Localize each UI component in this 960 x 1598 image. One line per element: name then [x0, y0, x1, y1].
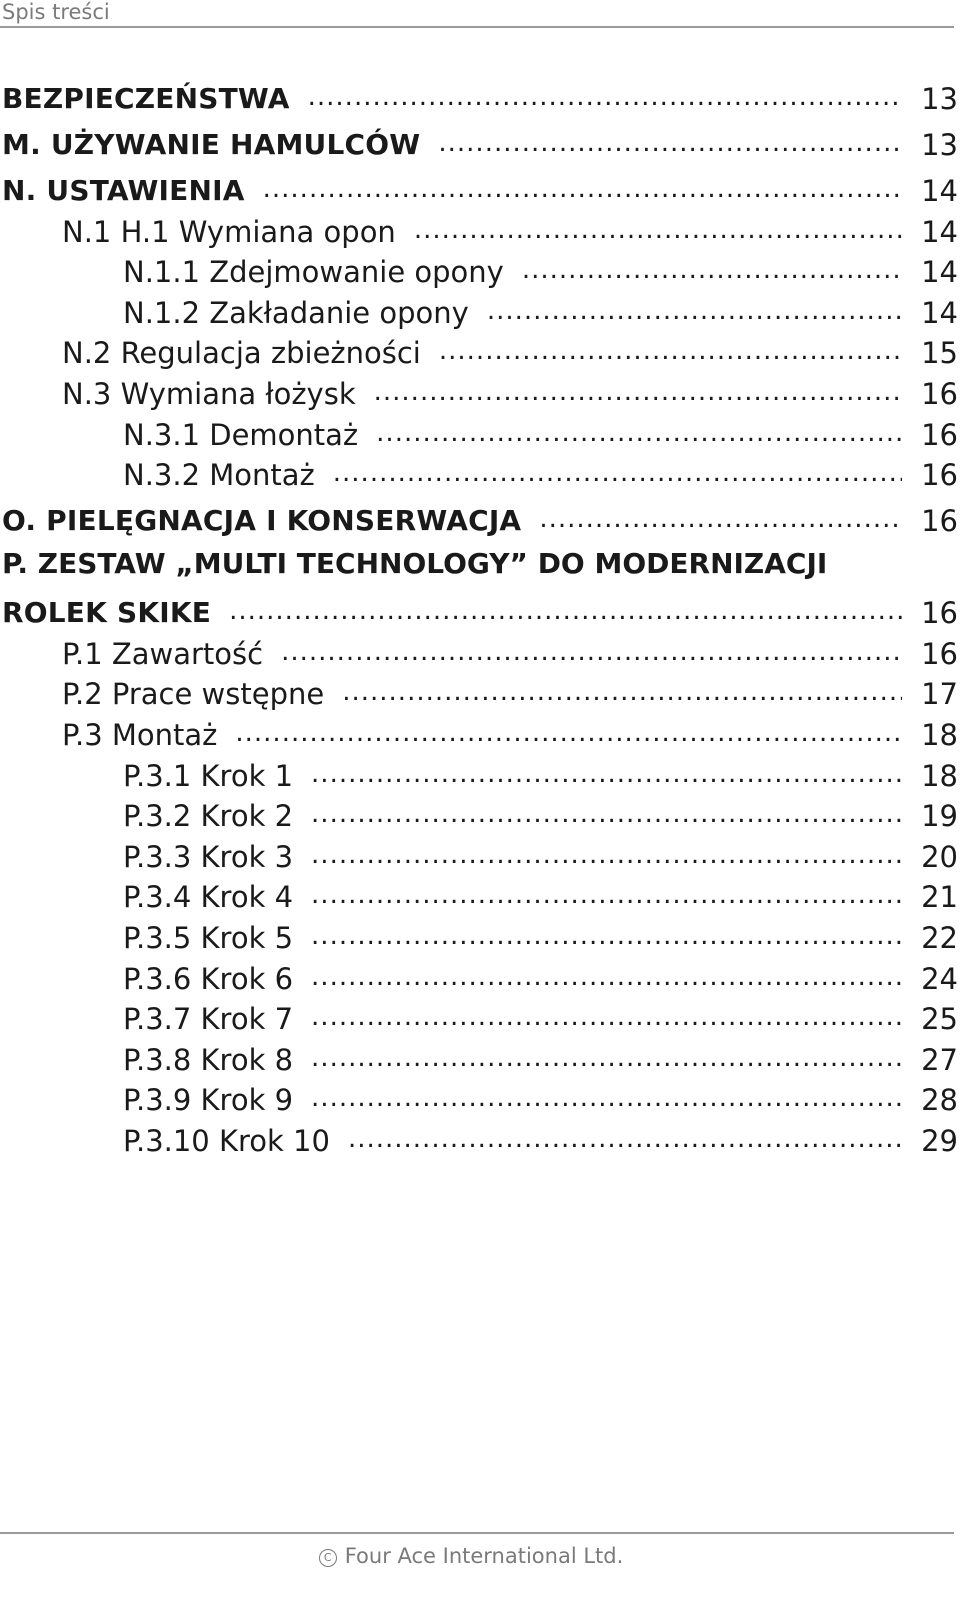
toc-entry-page: 21	[921, 880, 958, 915]
toc-entry-page: 20	[921, 839, 958, 874]
toc-entry[interactable]	[0, 714, 958, 755]
toc-entry[interactable]	[0, 119, 958, 165]
toc-entry[interactable]	[0, 633, 958, 674]
toc-entry-label: ROLEK SKIKE	[2, 596, 212, 630]
toc-entry[interactable]	[0, 836, 958, 877]
toc-entry-label: P.2 Prace wstępne	[62, 677, 325, 712]
toc-entry-label: P.3 Montaż	[62, 717, 218, 752]
toc-entry-label: N.1.1 Zdejmowanie opony	[123, 255, 504, 290]
dot-leader	[311, 835, 902, 875]
toc-entry[interactable]	[0, 455, 958, 496]
dot-leader	[311, 1038, 902, 1078]
dot-leader	[348, 1119, 902, 1159]
dot-leader	[311, 916, 902, 956]
toc-entry-page: 16	[921, 458, 958, 493]
toc-entry-label: P.3.2 Krok 2	[123, 799, 294, 834]
table-of-contents	[0, 73, 958, 1161]
toc-entry-page: 16	[921, 504, 958, 539]
toc-entry[interactable]	[0, 292, 958, 333]
toc-entry-label: P.3.8 Krok 8	[123, 1042, 294, 1077]
toc-entry-label: P.1 Zawartość	[62, 636, 264, 671]
dot-leader	[311, 794, 902, 834]
toc-entry-page: 14	[921, 214, 958, 249]
toc-entry[interactable]	[0, 958, 958, 999]
toc-entry-label: P.3.4 Krok 4	[123, 880, 294, 915]
dot-leader	[311, 875, 902, 915]
dot-leader	[374, 372, 902, 412]
footer-copyright	[0, 1544, 942, 1568]
toc-entry-label: O. PIELĘGNACJA I KONSERWACJA	[2, 504, 522, 538]
dot-leader	[539, 499, 902, 539]
toc-entry[interactable]	[0, 414, 958, 455]
toc-entry-page: 22	[921, 920, 958, 955]
toc-entry-page: 25	[921, 1002, 958, 1037]
toc-entry-page: 27	[921, 1042, 958, 1077]
toc-entry-label: N. USTAWIENIA	[2, 174, 245, 207]
dot-leader	[311, 957, 902, 997]
toc-entry[interactable]	[0, 73, 958, 119]
toc-entry[interactable]	[0, 587, 958, 633]
toc-entry-page: 16	[921, 636, 958, 671]
dot-leader	[487, 291, 902, 331]
toc-entry-page: 28	[921, 1083, 958, 1118]
dot-leader	[342, 672, 902, 712]
toc-entry[interactable]	[0, 373, 958, 414]
toc-entry-label: P.3.3 Krok 3	[123, 839, 294, 874]
toc-entry-label: N.3 Wymiana łożysk	[62, 376, 356, 411]
dot-leader	[414, 210, 902, 250]
dot-leader	[311, 1078, 902, 1118]
toc-entry-label: N.2 Regulacja zbieżności	[62, 336, 421, 371]
toc-entry-label: N.3.2 Montaż	[123, 458, 315, 493]
toc-entry-label: N.1.2 Zakładanie opony	[123, 295, 469, 330]
dot-leader	[229, 591, 902, 631]
toc-entry[interactable]	[0, 333, 958, 374]
toc-entry-label: BEZPIECZEŃSTWA	[2, 82, 290, 115]
toc-entry-page: 24	[921, 961, 958, 996]
toc-entry-label: M. UŻYWANIE HAMULCÓW	[2, 128, 421, 161]
page-header	[0, 0, 954, 28]
toc-entry-label: P.3.1 Krok 1	[123, 758, 294, 793]
dot-leader	[439, 331, 902, 371]
toc-entry[interactable]	[0, 999, 958, 1040]
toc-entry[interactable]	[0, 1080, 958, 1121]
toc-entry-page: 13	[921, 128, 958, 162]
toc-entry[interactable]	[0, 877, 958, 918]
toc-entry[interactable]	[0, 165, 958, 211]
toc-entry[interactable]	[0, 796, 958, 837]
dot-leader	[235, 713, 902, 753]
toc-entry-page: 17	[921, 677, 958, 712]
toc-entry-label: P.3.6 Krok 6	[123, 961, 294, 996]
toc-entry-label-line1[interactable]: P. ZESTAW „MULTI TECHNOLOGY” DO MODERNIZACJI	[2, 547, 828, 581]
dot-leader	[376, 413, 902, 453]
toc-entry[interactable]	[0, 495, 958, 541]
page-footer	[0, 1532, 954, 1598]
toc-entry[interactable]	[0, 755, 958, 796]
dot-leader	[333, 453, 902, 493]
header-title: Spis treści	[2, 0, 110, 24]
toc-entry-label: P.3.7 Krok 7	[123, 1002, 294, 1037]
toc-entry-page: 18	[921, 717, 958, 752]
toc-entry[interactable]	[0, 674, 958, 715]
copyright-icon: C	[319, 1549, 337, 1567]
dot-leader	[438, 123, 902, 163]
toc-entry-page: 18	[921, 758, 958, 793]
toc-entry-label: N.1 H.1 Wymiana opon	[62, 214, 396, 249]
toc-entry-page: 16	[921, 417, 958, 452]
toc-entry-page: 13	[921, 82, 958, 116]
toc-entry-page: 14	[921, 255, 958, 290]
toc-entry[interactable]	[0, 917, 958, 958]
toc-entry-page: 14	[921, 174, 958, 208]
toc-entry-page: 19	[921, 799, 958, 834]
toc-entry-page: 16	[921, 596, 958, 631]
dot-leader	[522, 250, 902, 290]
toc-entry-page: 14	[921, 295, 958, 330]
toc-entry[interactable]	[0, 211, 958, 252]
toc-entry-label: P.3.10 Krok 10	[123, 1123, 330, 1158]
toc-entry[interactable]	[0, 1039, 958, 1080]
toc-entry[interactable]	[0, 1120, 958, 1161]
toc-entry-page: 15	[921, 336, 958, 371]
toc-entry-label: P.3.5 Krok 5	[123, 920, 294, 955]
dot-leader	[308, 77, 902, 117]
dot-leader	[311, 754, 902, 794]
toc-entry[interactable]	[0, 252, 958, 293]
dot-leader	[311, 997, 902, 1037]
toc-entry-label: P.3.9 Krok 9	[123, 1083, 294, 1118]
toc-entry-page: 16	[921, 376, 958, 411]
dot-leader	[281, 632, 902, 672]
toc-entry-page: 29	[921, 1123, 958, 1158]
toc-entry-label: N.3.1 Demontaż	[123, 417, 359, 452]
dot-leader	[263, 169, 902, 209]
footer-text: Four Ace International Ltd.	[344, 1544, 624, 1568]
